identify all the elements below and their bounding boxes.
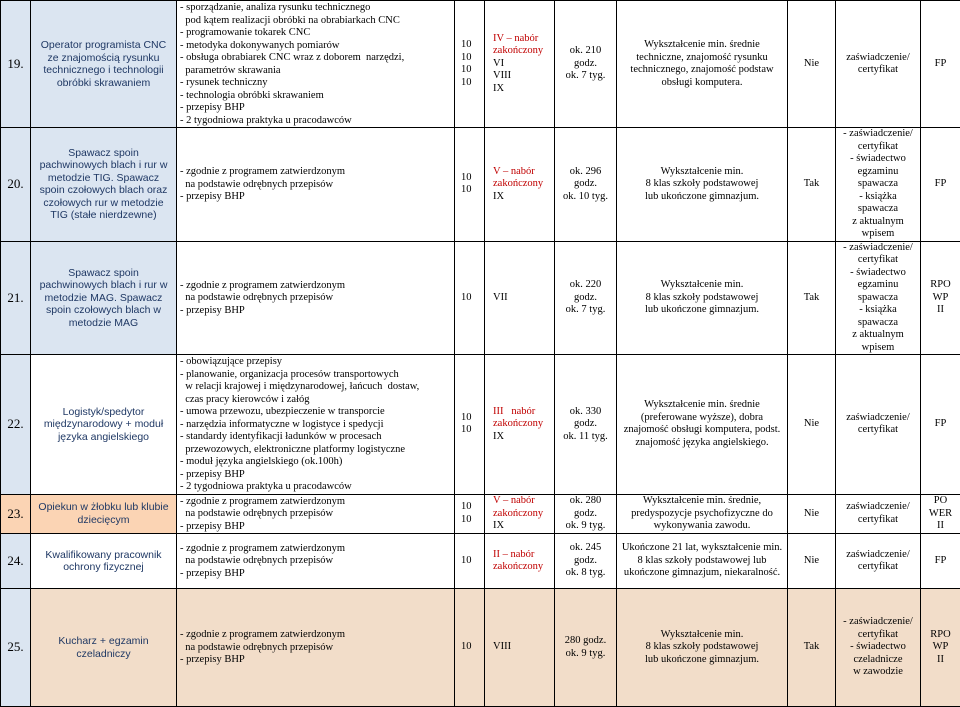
level-value: IX bbox=[493, 83, 551, 96]
level-value: VIII bbox=[493, 70, 551, 83]
hours-value: 10 bbox=[461, 412, 481, 425]
table-row bbox=[1, 589, 960, 707]
program-line: na podstawie odrębnych przepisów bbox=[180, 555, 451, 568]
program-line: - sporządzanie, analiza rysunku technicznego bbox=[180, 2, 451, 15]
level-value: V – nabór bbox=[493, 166, 551, 179]
entry-requirements: Ukończone 21 lat, wykształcenie min. 8 klas szkoły podstawowej lub ukończone gimnazjum, niekaralność. bbox=[617, 534, 788, 589]
program-line: - zgodnie z programem zatwierdzonym bbox=[180, 629, 451, 642]
table-row bbox=[1, 494, 960, 534]
hours-value: 10 bbox=[461, 555, 481, 568]
program-line: - technologia obróbki skrawaniem bbox=[180, 90, 451, 103]
program-line: na podstawie odrębnych przepisów bbox=[180, 179, 451, 192]
row-number: 23. bbox=[1, 494, 31, 534]
hours-value: 10 bbox=[461, 64, 481, 77]
row-number: 24. bbox=[1, 534, 31, 589]
group-levels bbox=[485, 494, 555, 534]
program-line: przewozowych, elektroniczne platformy logistyczne bbox=[180, 444, 451, 457]
level-value: VI bbox=[493, 58, 551, 71]
course-duration: ok. 296 godz. ok. 10 tyg. bbox=[555, 128, 617, 242]
program-line: - rysunek techniczny bbox=[180, 77, 451, 90]
hours-value: 10 bbox=[461, 641, 481, 654]
program-line: - przepisy BHP bbox=[180, 469, 451, 482]
row-number: 21. bbox=[1, 241, 31, 355]
hours-value: 10 bbox=[461, 424, 481, 437]
hours-value: 10 bbox=[461, 172, 481, 185]
program-line: - zgodnie z programem zatwierdzonym bbox=[180, 280, 451, 293]
funding-source: FP bbox=[921, 128, 960, 242]
entry-requirements: Wykształcenie min. średnie, predyspozycje psychofizyczne do wykonywania zawodu. bbox=[617, 494, 788, 534]
group-levels bbox=[485, 128, 555, 242]
program-line: - zgodnie z programem zatwierdzonym bbox=[180, 496, 451, 509]
level-value: IV – nabór bbox=[493, 33, 551, 46]
course-program bbox=[177, 494, 455, 534]
exam-required: Tak bbox=[788, 241, 836, 355]
certificate-type: zaświadczenie/ certyfikat bbox=[836, 534, 921, 589]
program-line: parametrów skrawania bbox=[180, 65, 451, 78]
program-line: - narzędzia informatyczne w logistyce i spedycji bbox=[180, 419, 451, 432]
course-program bbox=[177, 589, 455, 707]
hours-column bbox=[455, 1, 485, 128]
table-row bbox=[1, 355, 960, 495]
program-line: - przepisy BHP bbox=[180, 521, 451, 534]
funding-source: FP bbox=[921, 534, 960, 589]
program-line: - programowanie tokarek CNC bbox=[180, 27, 451, 40]
group-levels bbox=[485, 589, 555, 707]
table-row bbox=[1, 1, 960, 128]
program-line: czas pracy kierowców i załóg bbox=[180, 394, 451, 407]
course-name: Operator programista CNC ze znajomością rysunku technicznego i technologii obróbki skrawaniem bbox=[31, 1, 177, 128]
program-line: - przepisy BHP bbox=[180, 102, 451, 115]
group-levels bbox=[485, 1, 555, 128]
course-duration: ok. 245 godz. ok. 8 tyg. bbox=[555, 534, 617, 589]
level-value: zakończony bbox=[493, 561, 551, 574]
hours-value: 10 bbox=[461, 514, 481, 527]
hours-value: 10 bbox=[461, 184, 481, 197]
program-line: w relacji krajowej i międzynarodowej, łańcuch dostaw, bbox=[180, 381, 451, 394]
hours-value: 10 bbox=[461, 39, 481, 52]
level-value: zakończony bbox=[493, 178, 551, 191]
entry-requirements: Wykształcenie min. 8 klas szkoły podstawowej lub ukończone gimnazjum. bbox=[617, 128, 788, 242]
program-line: - przepisy BHP bbox=[180, 191, 451, 204]
table-row bbox=[1, 534, 960, 589]
course-program bbox=[177, 241, 455, 355]
level-value: VII bbox=[493, 292, 551, 305]
certificate-type: zaświadczenie/ certyfikat bbox=[836, 494, 921, 534]
funding-source: FP bbox=[921, 355, 960, 495]
program-line: na podstawie odrębnych przepisów bbox=[180, 642, 451, 655]
certificate-type: - zaświadczenie/ certyfikat - świadectwo czeladnicze w zawodzie bbox=[836, 589, 921, 707]
level-value: VIII bbox=[493, 641, 551, 654]
hours-column bbox=[455, 355, 485, 495]
level-value: V – nabór bbox=[493, 495, 551, 508]
level-value: zakończony bbox=[493, 508, 551, 521]
hours-value: 10 bbox=[461, 292, 481, 305]
program-line: - 2 tygodniowa praktyka u pracodawców bbox=[180, 115, 451, 128]
program-line: - przepisy BHP bbox=[180, 654, 451, 667]
level-value: IX bbox=[493, 520, 551, 533]
funding-source: PO WER II bbox=[921, 494, 960, 534]
certificate-type: zaświadczenie/ certyfikat bbox=[836, 1, 921, 128]
program-line: - przepisy BHP bbox=[180, 568, 451, 581]
course-duration: ok. 210 godz. ok. 7 tyg. bbox=[555, 1, 617, 128]
group-levels bbox=[485, 241, 555, 355]
entry-requirements: Wykształcenie min. 8 klas szkoły podstawowej lub ukończone gimnazjum. bbox=[617, 589, 788, 707]
course-duration: ok. 220 godz. ok. 7 tyg. bbox=[555, 241, 617, 355]
group-levels bbox=[485, 534, 555, 589]
exam-required: Nie bbox=[788, 355, 836, 495]
hours-value: 10 bbox=[461, 501, 481, 514]
course-name: Opiekun w żłobku lub klubie dziecięcym bbox=[31, 494, 177, 534]
course-name: Kucharz + egzamin czeladniczy bbox=[31, 589, 177, 707]
program-line: - umowa przewozu, ubezpieczenie w transporcie bbox=[180, 406, 451, 419]
exam-required: Nie bbox=[788, 494, 836, 534]
program-line: - zgodnie z programem zatwierdzonym bbox=[180, 543, 451, 556]
course-program bbox=[177, 128, 455, 242]
entry-requirements: Wykształcenie min. średnie (preferowane wyższe), dobra znajomość obsługi komputera, podst. znajomość języka angielskiego. bbox=[617, 355, 788, 495]
table-body bbox=[1, 1, 960, 707]
course-duration: ok. 280 godz. ok. 9 tyg. bbox=[555, 494, 617, 534]
program-line: - obowiązujące przepisy bbox=[180, 356, 451, 369]
row-number: 25. bbox=[1, 589, 31, 707]
table-row bbox=[1, 128, 960, 242]
hours-column bbox=[455, 241, 485, 355]
program-line: - planowanie, organizacja procesów transportowych bbox=[180, 369, 451, 382]
program-line: - zgodnie z programem zatwierdzonym bbox=[180, 166, 451, 179]
certificate-type: zaświadczenie/ certyfikat bbox=[836, 355, 921, 495]
hours-column bbox=[455, 589, 485, 707]
row-number: 22. bbox=[1, 355, 31, 495]
level-value: IX bbox=[493, 431, 551, 444]
program-line: - obsługa obrabiarek CNC wraz z doborem narzędzi, bbox=[180, 52, 451, 65]
group-levels bbox=[485, 355, 555, 495]
course-program bbox=[177, 355, 455, 495]
program-line: - metodyka dokonywanych pomiarów bbox=[180, 40, 451, 53]
hours-value: 10 bbox=[461, 77, 481, 90]
program-line: na podstawie odrębnych przepisów bbox=[180, 292, 451, 305]
row-number: 19. bbox=[1, 1, 31, 128]
program-line: na podstawie odrębnych przepisów bbox=[180, 508, 451, 521]
hours-value: 10 bbox=[461, 52, 481, 65]
course-name: Spawacz spoin pachwinowych blach i rur w metodzie TIG. Spawacz spoin czołowych blach oraz czołowych rur w metodzie TIG (stałe nierdzewne) bbox=[31, 128, 177, 242]
level-value: zakończony bbox=[493, 418, 551, 431]
funding-source: FP bbox=[921, 1, 960, 128]
course-name: Kwalifikowany pracownik ochrony fizycznej bbox=[31, 534, 177, 589]
hours-column bbox=[455, 128, 485, 242]
course-program bbox=[177, 1, 455, 128]
level-value: III nabór bbox=[493, 406, 551, 419]
entry-requirements: Wykształcenie min. średnie techniczne, znajomość rysunku technicznego, znajomość podstaw obsługi komputera. bbox=[617, 1, 788, 128]
hours-column bbox=[455, 494, 485, 534]
program-line: - standardy identyfikacji ładunków w procesach bbox=[180, 431, 451, 444]
course-duration: 280 godz. ok. 9 tyg. bbox=[555, 589, 617, 707]
course-name: Spawacz spoin pachwinowych blach i rur w metodzie MAG. Spawacz spoin czołowych blach w metodzie MAG bbox=[31, 241, 177, 355]
level-value: IX bbox=[493, 191, 551, 204]
funding-source: RPO WP II bbox=[921, 589, 960, 707]
hours-column bbox=[455, 534, 485, 589]
exam-required: Tak bbox=[788, 589, 836, 707]
program-line: - przepisy BHP bbox=[180, 305, 451, 318]
entry-requirements: Wykształcenie min. 8 klas szkoły podstawowej lub ukończone gimnazjum. bbox=[617, 241, 788, 355]
program-line: pod kątem realizacji obróbki na obrabiarkach CNC bbox=[180, 15, 451, 28]
certificate-type: - zaświadczenie/ certyfikat - świadectwo egzaminu spawacza - książka spawacza z aktualnym wpisem bbox=[836, 241, 921, 355]
course-name: Logistyk/spedytor międzynarodowy + moduł języka angielskiego bbox=[31, 355, 177, 495]
table-row bbox=[1, 241, 960, 355]
row-number: 20. bbox=[1, 128, 31, 242]
exam-required: Nie bbox=[788, 534, 836, 589]
course-duration: ok. 330 godz. ok. 11 tyg. bbox=[555, 355, 617, 495]
certificate-type: - zaświadczenie/ certyfikat - świadectwo egzaminu spawacza - książka spawacza z aktualnym wpisem bbox=[836, 128, 921, 242]
funding-source: RPO WP II bbox=[921, 241, 960, 355]
program-line: - moduł języka angielskiego (ok.100h) bbox=[180, 456, 451, 469]
level-value: II – nabór bbox=[493, 549, 551, 562]
course-program bbox=[177, 534, 455, 589]
level-value: zakończony bbox=[493, 45, 551, 58]
exam-required: Tak bbox=[788, 128, 836, 242]
exam-required: Nie bbox=[788, 1, 836, 128]
program-line: - 2 tygodniowa praktyka u pracodawców bbox=[180, 481, 451, 494]
